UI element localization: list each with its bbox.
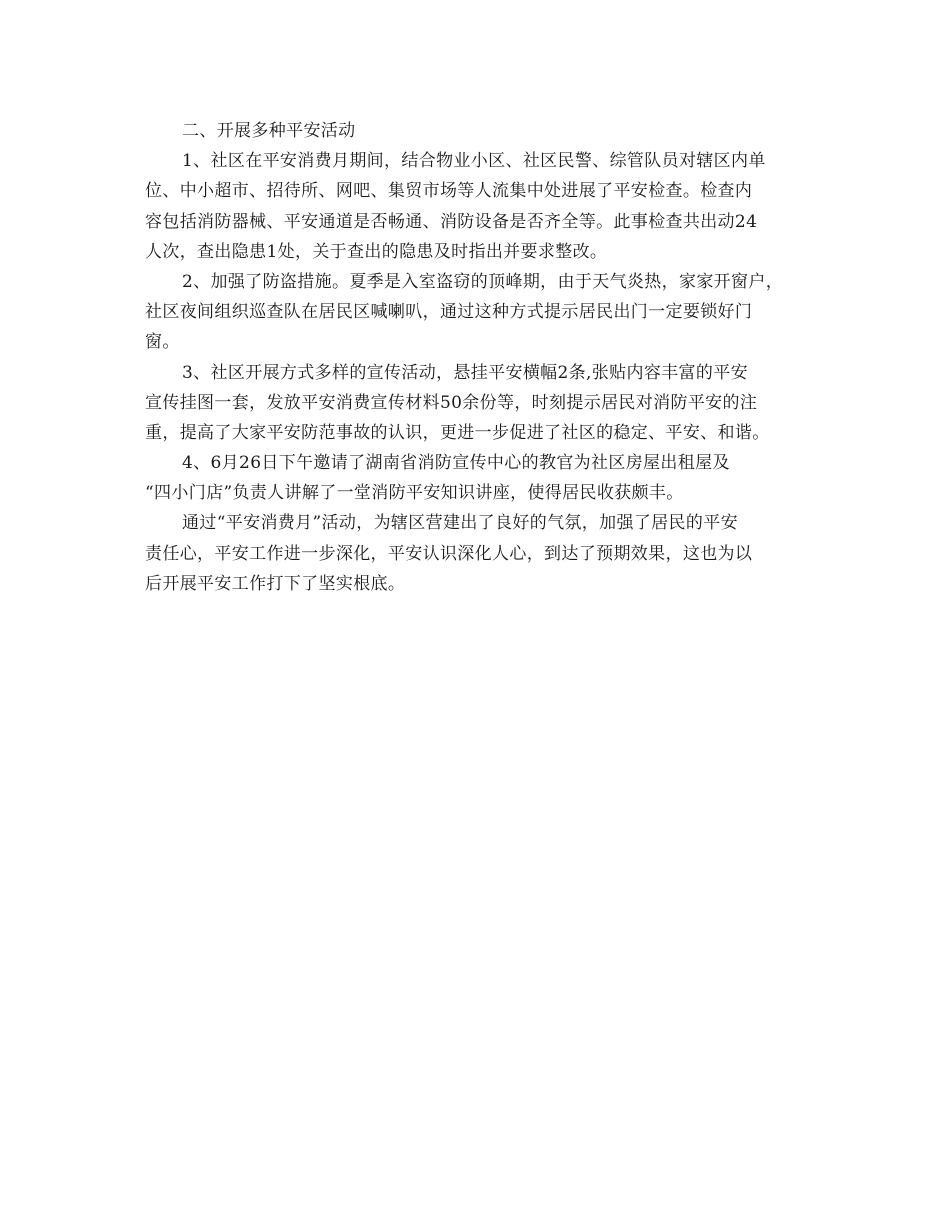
section-heading: 二、开展多种平安活动 — [182, 121, 356, 141]
paragraph-line: 2、加强了防盗措施。夏季是入室盗窃的顶峰期，由于天气炎热，家家开窗户， — [182, 271, 784, 292]
paragraph-line: 位、中小超市、招待所、网吧、集贸市场等人流集中处进展了平安检查。检查内 — [145, 181, 753, 202]
paragraph-line: “四小门店”负责人讲解了一堂消防平安知识讲座，使得居民收获颇丰。 — [145, 483, 684, 504]
paragraph-line: 后开展平安工作打下了坚实根底。 — [145, 573, 406, 594]
paragraph-line: 重，提高了大家平安防范事故的认识，更进一步促进了社区的稳定、平安、和谐。 — [145, 422, 770, 443]
paragraph-line: 社区夜间组织巡查队在居民区喊喇叭，通过这种方式提示居民出门一定要锁好门 — [145, 302, 753, 323]
paragraph-line: 4、6月26日下午邀请了湖南省消防宣传中心的教官为社区房屋出租屋及 — [182, 453, 730, 474]
paragraph-line: 责任心，平安工作进一步深化，平安认识深化人心，到达了预期效果，这也为以 — [145, 543, 753, 564]
paragraph-line: 通过“平安消费月”活动，为辖区营建出了良好的气氛，加强了居民的平安 — [182, 513, 738, 534]
document-body — [145, 116, 825, 599]
paragraph-line: 1、社区在平安消费月期间，结合物业小区、社区民警、综管队员对辖区内单 — [182, 151, 766, 172]
paragraph-line: 窗。 — [145, 332, 180, 353]
paragraph-line: 宣传挂图一套，发放平安消费宣传材料50余份等，时刻提示居民对消防平安的注 — [145, 392, 758, 413]
paragraph-line: 容包括消防器械、平安通道是否畅通、消防设备是否齐全等。此事检查共出动24 — [145, 211, 758, 232]
paragraph-line: 人次，查出隐患1处，关于查出的隐患及时指出并要求整改。 — [145, 241, 608, 262]
paragraph-line: 3、社区开展方式多样的宣传活动，悬挂平安横幅2条,张贴内容丰富的平安 — [182, 362, 748, 383]
